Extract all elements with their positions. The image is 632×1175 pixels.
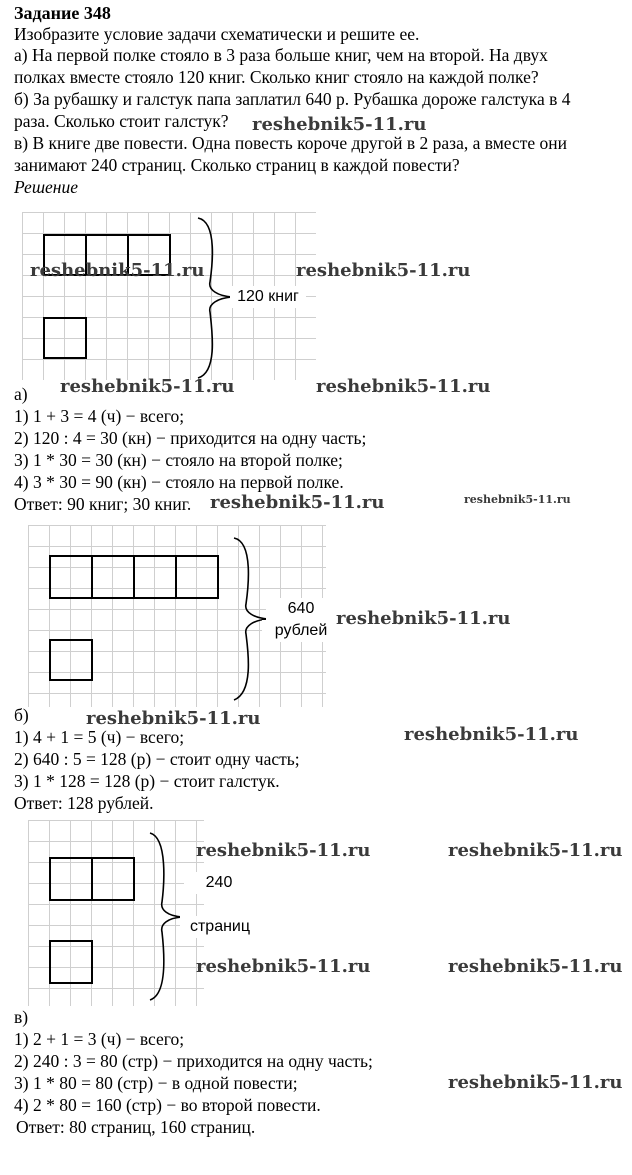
task-line: занимают 240 страниц. Сколько страниц в каждой повести?: [14, 155, 460, 175]
part-c-letter: в): [14, 1007, 29, 1027]
watermark: reshebnik5-11.ru: [316, 376, 491, 397]
part-c-answer: Ответ: 80 страниц, 160 страниц.: [16, 1117, 256, 1137]
task-line: а) На первой полке стояло в 3 раза больше книг, чем на второй. На двух: [14, 45, 548, 65]
part-b-step: 3) 1 * 128 = 128 (р) − стоит галстук.: [14, 771, 280, 791]
watermark: reshebnik5-11.ru: [210, 492, 385, 513]
solution-heading: Решение: [14, 177, 79, 197]
part-c-step: 3) 1 * 80 = 80 (стр) − в одной повести;: [14, 1073, 298, 1093]
watermark: reshebnik5-11.ru: [448, 1072, 623, 1093]
diagram-c-label-unit: страниц: [180, 916, 260, 938]
watermark: reshebnik5-11.ru: [60, 376, 235, 397]
part-a-step: 1) 1 + 3 = 4 (ч) − всего;: [14, 406, 185, 426]
task-line: Изобразите условие задачи схематически и решите ее.: [14, 24, 420, 44]
watermark: reshebnik5-11.ru: [86, 708, 261, 729]
part-a-letter: а): [14, 384, 28, 404]
part-b-step: 1) 4 + 1 = 5 (ч) − всего;: [14, 727, 185, 747]
watermark: reshebnik5-11.ru: [404, 724, 579, 745]
part-c-step: 4) 2 * 80 = 160 (стр) − во второй повести.: [14, 1095, 321, 1115]
part-a-step: 4) 3 * 30 = 90 (кн) − стояло на первой полке.: [14, 472, 344, 492]
watermark: reshebnik5-11.ru: [448, 956, 623, 977]
diagram-a-label: 120 книг: [230, 286, 306, 308]
watermark: reshebnik5-11.ru: [30, 260, 205, 281]
part-a-step: 2) 120 : 4 = 30 (кн) − приходится на одну часть;: [14, 428, 367, 448]
part-c-step: 1) 2 + 1 = 3 (ч) − всего;: [14, 1029, 185, 1049]
diagram-c-part-single: [50, 941, 92, 983]
part-b-letter: б): [14, 705, 29, 725]
task-line: раза. Сколько стоит галстук?: [14, 111, 229, 131]
diagram-b-label-unit: рублей: [262, 620, 340, 642]
watermark: reshebnik5-11.ru: [196, 840, 371, 861]
watermark: reshebnik5-11.ru: [448, 840, 623, 861]
watermark: reshebnik5-11.ru: [252, 114, 427, 135]
task-title: Задание 348: [14, 3, 111, 23]
diagram-b-label-value: 640: [266, 598, 336, 620]
watermark: reshebnik5-11.ru: [464, 493, 571, 506]
task-line: полках вместе стояло 120 книг. Сколько книг стояло на каждой полке?: [14, 67, 539, 87]
diagram-c-part-2: [92, 858, 134, 900]
diagram-c-brace: [150, 833, 182, 1000]
diagram-c-part-1: [50, 858, 92, 900]
part-b-step: 2) 640 : 5 = 128 (р) − стоит одну часть;: [14, 749, 300, 769]
watermark: reshebnik5-11.ru: [296, 260, 471, 281]
task-line: б) За рубашку и галстук папа заплатил 640 р. Рубашка дороже галстука в 4: [14, 89, 571, 109]
task-line: в) В книге две повести. Одна повесть короче другой в 2 раза, а вместе они: [14, 133, 568, 153]
watermark: reshebnik5-11.ru: [196, 956, 371, 977]
watermark: reshebnik5-11.ru: [336, 608, 511, 629]
part-a-step: 3) 1 * 30 = 30 (кн) − стояло на второй полке;: [14, 450, 343, 470]
part-c-step: 2) 240 : 3 = 80 (стр) − приходится на одну часть;: [14, 1051, 373, 1071]
part-b-answer: Ответ: 128 рублей.: [14, 793, 154, 813]
part-a-answer: Ответ: 90 книг; 30 книг.: [14, 494, 192, 514]
diagram-c-label-value: 240: [184, 872, 254, 894]
